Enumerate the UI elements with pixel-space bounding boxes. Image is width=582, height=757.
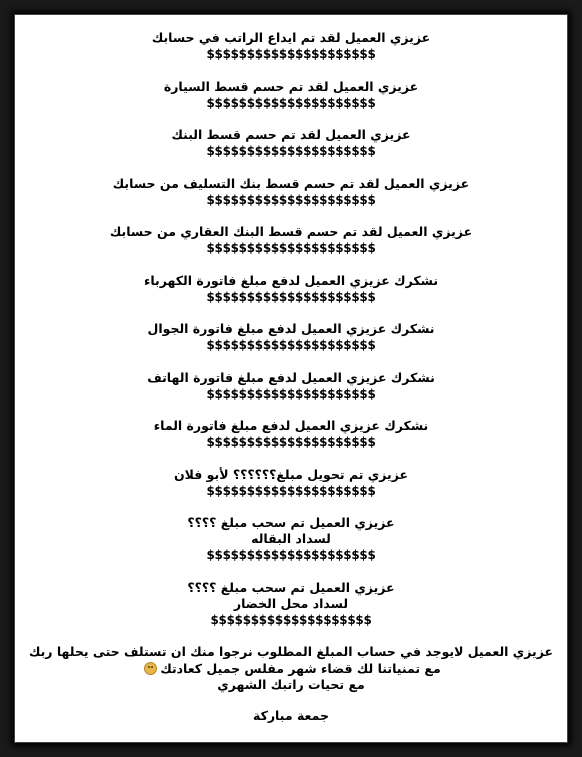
message-block (14, 127, 568, 159)
message-block (14, 580, 568, 628)
message-subtext: لسداد محل الخضار (233, 595, 349, 611)
closing-block (14, 644, 568, 724)
message-text: نشكرك عزيزي العميل لدفع مبلغ فاتورة الجوال (147, 321, 435, 336)
message-text: نشكرك عزيزي العميل لدفع مبلغ فاتورة الماء (153, 418, 429, 433)
message-text: عزيزي العميل تم سحب مبلغ ؟؟؟؟ (187, 579, 395, 595)
dollar-line: $$$$$$$$$$$$$$$$$$$$$ (206, 483, 376, 498)
message-block (14, 224, 568, 256)
message-block (14, 515, 568, 563)
document-page (14, 14, 568, 743)
dollar-line: $$$$$$$$$$$$$$$$$$$$$ (206, 241, 376, 255)
dollar-line: $$$$$$$$$$$$$$$$$$$$ (210, 612, 372, 627)
signoff-text: جمعة مباركة (253, 707, 329, 723)
dollar-line: $$$$$$$$$$$$$$$$$$$$$ (206, 548, 376, 562)
grin-emoji-icon (144, 662, 157, 675)
message-text: عزيزي تم تحويل مبلغ؟؟؟؟؟؟ لأبو فلان (173, 466, 409, 482)
message-text: عزيزي العميل لقد تم حسم قسط البنك العقاري من حسابك (109, 224, 473, 239)
dollar-line: $$$$$$$$$$$$$$$$$$$$$ (206, 386, 376, 401)
closing-line-1: عزيزي العميل لايوجد في حساب المبلغ المطلوب نرجوا منك ان تستلف حتى يحلها ربك (28, 644, 554, 659)
document-content (14, 30, 568, 724)
dollar-line: $$$$$$$$$$$$$$$$$$$$$ (206, 435, 376, 449)
message-text: نشكرك عزيزي العميل لدفع مبلغ فاتورة الكهرباء (143, 272, 439, 288)
message-block (14, 418, 568, 450)
message-block (14, 467, 568, 499)
message-text: عزيزي العميل تم سحب مبلغ ؟؟؟؟ (187, 515, 395, 530)
message-text: عزيزي العميل لقد تم ايداع الراتب في حسابك (151, 30, 431, 45)
dollar-line: $$$$$$$$$$$$$$$$$$$$$ (206, 95, 376, 110)
message-text: عزيزي العميل لقد تم حسم قسط بنك التسليف من حسابك (112, 175, 470, 191)
message-block (14, 79, 568, 111)
message-block (14, 370, 568, 402)
message-subtext: لسداد البقاله (251, 531, 331, 546)
dollar-line: $$$$$$$$$$$$$$$$$$$$$ (206, 338, 376, 352)
message-block (14, 30, 568, 62)
dollar-line: $$$$$$$$$$$$$$$$$$$$$ (206, 144, 376, 158)
dollar-line: $$$$$$$$$$$$$$$$$$$$$ (206, 192, 376, 207)
message-text: عزيزي العميل لقد تم حسم قسط السيارة (163, 78, 419, 94)
dollar-line: $$$$$$$$$$$$$$$$$$$$$ (206, 289, 376, 304)
closing-line-2 (14, 661, 568, 678)
dollar-line: $$$$$$$$$$$$$$$$$$$$$ (206, 47, 376, 61)
closing-line-3: مع تحيات راتبك الشهري (217, 677, 365, 692)
message-text: عزيزي العميل لقد تم حسم قسط البنك (171, 127, 411, 142)
message-block (14, 273, 568, 305)
message-text: نشكرك عزيزي العميل لدفع مبلغ فاتورة الهاتف (147, 369, 435, 385)
closing-line-2-text: مع تمنياتنا لك قضاء شهر مفلس جميل كعادتك (160, 660, 441, 676)
message-block (14, 321, 568, 353)
message-block (14, 176, 568, 208)
